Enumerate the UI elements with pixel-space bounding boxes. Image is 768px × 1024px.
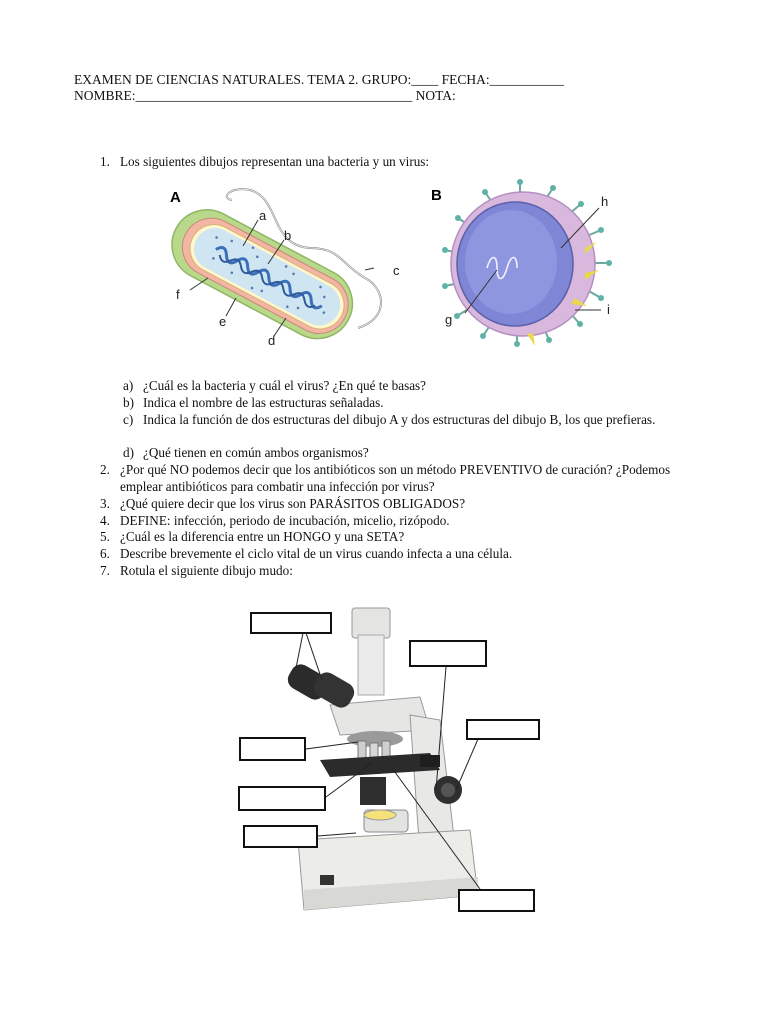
sub-question-text: Indica la función de dos estructuras del dibujo A y dos estructuras del dibujo B, los que prefieras. — [143, 412, 656, 427]
question-text: ¿Cuál es la diferencia entre un HONGO y una SETA? — [120, 529, 405, 544]
sub-question-letter: d) — [123, 445, 134, 460]
sub-question-text: ¿Qué tienen en común ambos organismos? — [143, 445, 369, 460]
question-text: Los siguientes dibujos representan una bacteria y un virus: — [120, 154, 430, 169]
question-number: 3. — [100, 496, 110, 511]
label-c: c — [393, 263, 400, 278]
label-b: b — [284, 228, 292, 243]
sub-question-letter: b) — [123, 395, 134, 410]
exam-header-line1: EXAMEN DE CIENCIAS NATURALES. TEMA 2. GRUPO:____ FECHA:___________ — [74, 72, 564, 87]
question-text: Describe brevemente el ciclo vital de un virus cuando infecta a una célula. — [120, 546, 513, 561]
label-h: h — [601, 194, 609, 209]
question-number: 4. — [100, 513, 110, 528]
question-number: 2. — [100, 462, 110, 477]
label-answer-box-1[interactable] — [250, 612, 332, 634]
question-text: ¿Qué quiere decir que los virus son PARÁSITOS OBLIGADOS? — [120, 496, 466, 511]
question-text: ¿Por qué NO podemos decir que los antibióticos son un método PREVENTIVO de curación? ¿Podemos emplear antibióticos para combatir una infección por virus? — [120, 462, 671, 494]
figure-a-title: A — [170, 189, 181, 206]
label-answer-box-4[interactable] — [239, 737, 306, 761]
label-f: f — [176, 287, 180, 302]
sub-question-letter: c) — [123, 412, 134, 427]
label-answer-box-7[interactable] — [458, 889, 535, 912]
question-number: 6. — [100, 546, 110, 561]
label-answer-box-2[interactable] — [409, 640, 487, 667]
label-d: d — [268, 333, 276, 348]
question-text: DEFINE: infección, periodo de incubación, micelio, rizópodo. — [120, 513, 450, 528]
question-number: 7. — [100, 563, 110, 578]
sub-question-letter: a) — [123, 378, 134, 393]
label-answer-box-5[interactable] — [238, 786, 326, 811]
label-g: g — [445, 312, 453, 327]
label-answer-box-6[interactable] — [243, 825, 318, 848]
question-number: 1. — [100, 154, 110, 169]
label-answer-box-3[interactable] — [466, 719, 540, 740]
figure-b-title: B — [431, 187, 442, 204]
question-number: 5. — [100, 529, 110, 544]
question-text: Rotula el siguiente dibujo mudo: — [120, 563, 293, 578]
label-a: a — [259, 208, 267, 223]
sub-question-text: Indica el nombre de las estructuras señaladas. — [143, 395, 384, 410]
label-i: i — [607, 302, 610, 317]
label-e: e — [219, 314, 227, 329]
sub-question-text: ¿Cuál es la bacteria y cuál el virus? ¿En qué te basas? — [143, 378, 427, 393]
exam-header-line2: NOMBRE:_________________________________________ NOTA: — [74, 88, 456, 103]
